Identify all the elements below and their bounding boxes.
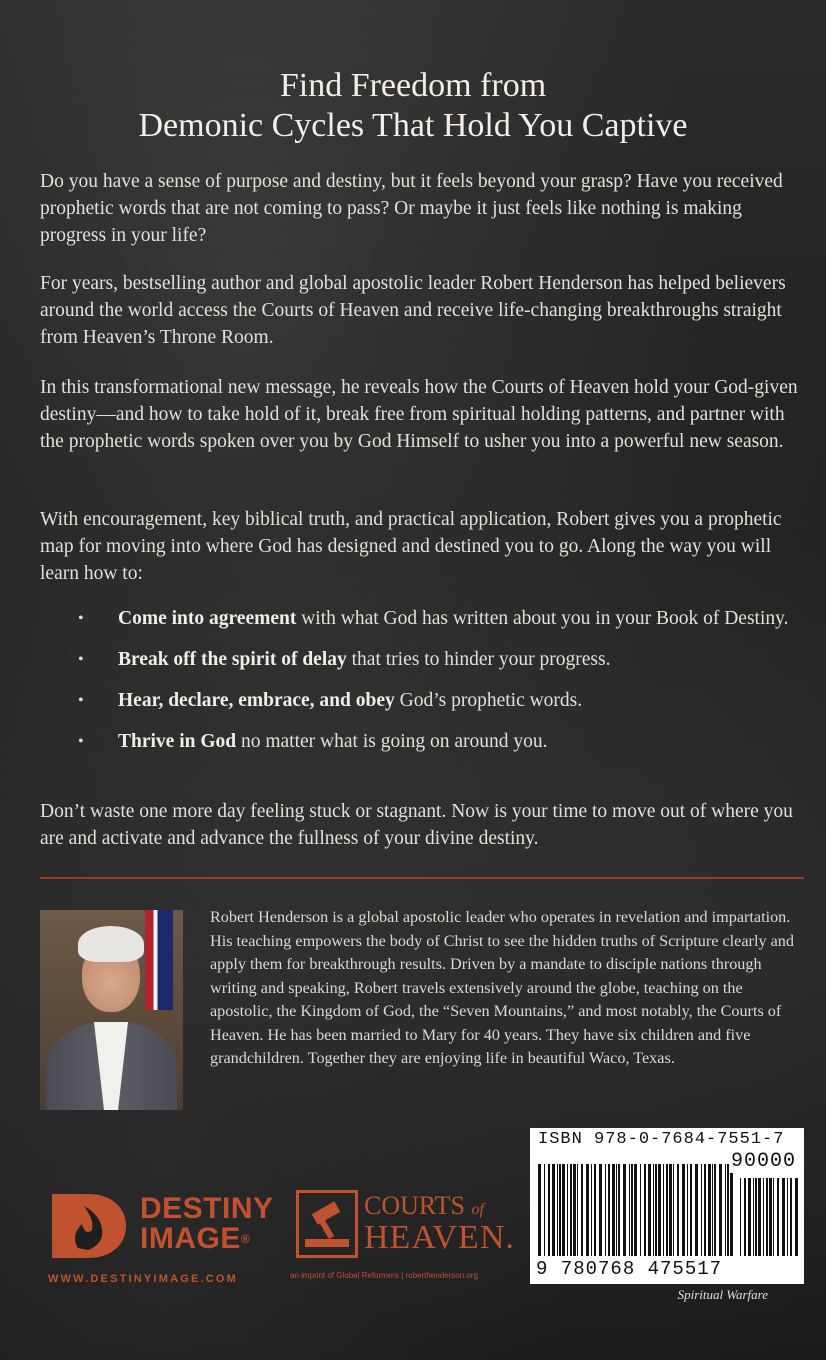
bullet-dot-icon: • <box>78 692 84 709</box>
barcode-bar <box>559 1164 561 1256</box>
bullet-text: that tries to hinder your progress. <box>346 649 611 670</box>
barcode-bar <box>669 1164 672 1256</box>
barcode-bar <box>673 1164 674 1256</box>
barcode-bar <box>608 1164 610 1256</box>
bullet-text: God’s prophetic words. <box>394 690 583 711</box>
barcode-bar <box>612 1164 615 1256</box>
barcode-bar <box>586 1164 589 1256</box>
registered-mark: ® <box>240 1232 251 1246</box>
barcode-bar <box>562 1164 565 1256</box>
barcode-bar <box>777 1178 779 1256</box>
isbn-label: ISBN 978-0-7684-7551-7 <box>538 1130 785 1149</box>
courts-of-heaven-logo <box>296 1190 526 1270</box>
barcode-bar <box>766 1178 768 1256</box>
bullet-dot-icon: • <box>78 610 84 627</box>
paragraph-2: For years, bestselling author and global apostolic leader Robert Henderson has helped believers around the world access the Courts of Heaven and receive life-changing breakthroughs straight from Heaven’s Throne Room. <box>40 273 786 348</box>
headline-line-2: Demonic Cycles That Hold You Captive <box>138 107 688 144</box>
barcode-bar <box>744 1178 746 1256</box>
barcode-bar <box>599 1164 602 1256</box>
barcode-bar <box>782 1178 785 1256</box>
barcode-bar <box>631 1164 633 1256</box>
barcode-bar <box>594 1164 596 1256</box>
destiny-image-d-icon <box>48 1190 128 1262</box>
bullet-bold-text: Break off the spirit of delay <box>118 649 347 670</box>
bullet-text: with what God has written about you in your Book of Destiny. <box>296 608 789 629</box>
barcode-bar <box>552 1164 555 1256</box>
barcode-bar <box>573 1164 576 1256</box>
headline-line-1: Find Freedom from <box>279 67 547 104</box>
bullet-bold-text: Thrive in God <box>118 731 237 752</box>
barcode-bar <box>567 1164 568 1256</box>
paragraph-4: With encouragement, key biblical truth, and practical application, Robert gives you a prophetic map for moving into where God has designed and destined you to go. Along the way you will learn how to: <box>40 509 782 584</box>
barcode-bar <box>616 1164 617 1256</box>
flag-icon <box>145 910 173 1010</box>
barcode-bar <box>787 1178 788 1256</box>
barcode-bar <box>790 1178 792 1256</box>
barcode-bar <box>570 1164 572 1256</box>
paragraph-3: In this transformational new message, he reveals how the Courts of Heaven hold your God-given destiny—and how to take hold of it, break free from spiritual holding patterns, and partner with the prophetic words spoken over you by God Himself to usher you into a powerful new season. <box>40 377 798 452</box>
list-item <box>40 728 806 755</box>
barcode-bar <box>755 1178 757 1256</box>
barcode-bar <box>663 1164 664 1256</box>
barcode-bar <box>548 1164 550 1256</box>
author-photo <box>40 910 183 1110</box>
barcode-bar <box>538 1164 541 1256</box>
barcode-bar <box>795 1178 798 1256</box>
of-word: of <box>471 1201 484 1218</box>
barcode-bar <box>687 1164 688 1256</box>
barcode-bar <box>666 1164 668 1256</box>
barcode-bar <box>605 1164 606 1256</box>
barcode-bar <box>618 1164 620 1256</box>
barcode-bar <box>629 1164 630 1256</box>
genre-label: Spiritual Warfare <box>677 1287 768 1302</box>
destiny-image-wordmark <box>140 1194 274 1254</box>
barcode-bar <box>719 1164 722 1256</box>
barcode-number: 9 780768 475517 <box>536 1258 723 1280</box>
gavel-shape <box>299 1193 355 1255</box>
barcode-bar <box>701 1164 702 1256</box>
author-bio: Robert Henderson is a global apostolic leader who operates in revelation and impartation. His teaching empowers the body of Christ to see the hidden truths of Scripture clearly and apply them for breakthrough results. Driven by a mandate to disciple nations through writing and speaking, Robert travels extensively around the globe, teaching on the apostolic, the Kingdom of God, the “Seven Mountains,” and most notably, the Courts of Heaven. He has been married to Mary for 40 years. They have six children and five grandchildren. Together they are enjoying life in beautiful Waco, Texas. <box>210 908 794 1067</box>
destiny-word: DESTINY <box>140 1192 274 1225</box>
courts-word: COURTS <box>364 1191 466 1220</box>
bullet-bold-text: Come into agreement <box>118 608 297 629</box>
barcode-bar <box>763 1178 764 1256</box>
barcode-bar <box>655 1164 657 1256</box>
barcode-bar <box>677 1164 679 1256</box>
bullet-dot-icon: • <box>78 733 84 750</box>
barcode-bar <box>577 1164 578 1256</box>
barcode-bar <box>725 1164 726 1256</box>
list-item <box>40 605 806 632</box>
barcode-bar <box>714 1164 716 1256</box>
price-code: 90000 <box>730 1150 796 1173</box>
divider <box>40 877 804 879</box>
bullet-text: no matter what is going on around you. <box>236 731 548 752</box>
heaven-word: HEAVEN. <box>364 1219 515 1256</box>
barcode-bar <box>727 1164 729 1256</box>
image-word: IMAGE <box>140 1222 241 1255</box>
barcode-bar <box>640 1164 641 1256</box>
barcode-bar <box>730 1164 733 1256</box>
imprint-text: an imprint of Global Reformers | roberthenderson.org <box>290 1271 478 1280</box>
barcode-bar <box>769 1178 772 1256</box>
destiny-image-logo <box>48 1190 288 1280</box>
bullet-dot-icon: • <box>78 651 84 668</box>
paragraph-5: Don’t waste one more day feeling stuck or stagnant. Now is your time to move out of where you are and activate and advance the fullness of your divine destiny. <box>40 801 793 849</box>
barcode-bar <box>690 1164 692 1256</box>
barcode-bar <box>682 1164 685 1256</box>
list-item <box>40 687 806 714</box>
paragraph-1: Do you have a sense of purpose and destiny, but it feels beyond your grasp? Have you received prophetic words that are not coming to pass? Or maybe it just feels like nothing is making progress in your life? <box>40 171 783 246</box>
author-hair <box>78 926 144 962</box>
barcode-bar <box>644 1164 646 1256</box>
barcode-bar <box>544 1164 545 1256</box>
barcode-bar <box>658 1164 661 1256</box>
barcode-bar <box>581 1164 583 1256</box>
bullet-bold-text: Hear, declare, embrace, and obey <box>118 690 395 711</box>
barcode-bar <box>758 1178 761 1256</box>
barcode-bar <box>773 1178 774 1256</box>
headline <box>0 66 826 146</box>
barcode-bar <box>704 1164 706 1256</box>
isbn-barcode <box>530 1128 804 1284</box>
barcode-bar <box>557 1164 558 1256</box>
barcode-bar <box>634 1164 637 1256</box>
gavel-icon <box>296 1190 358 1258</box>
barcode-bar <box>748 1178 751 1256</box>
barcode-bar <box>740 1178 741 1256</box>
publisher-url: WWW.DESTINYIMAGE.COM <box>48 1273 239 1285</box>
barcode-bar <box>648 1164 651 1256</box>
barcode-bar <box>653 1164 654 1256</box>
barcode-bar <box>708 1164 711 1256</box>
bullet-list <box>40 605 806 769</box>
barcode-bar <box>712 1164 713 1256</box>
list-item <box>40 646 806 673</box>
barcode-bar <box>623 1164 626 1256</box>
barcode-bar <box>591 1164 592 1256</box>
barcode-bar <box>695 1164 698 1256</box>
barcode-bar <box>753 1178 754 1256</box>
